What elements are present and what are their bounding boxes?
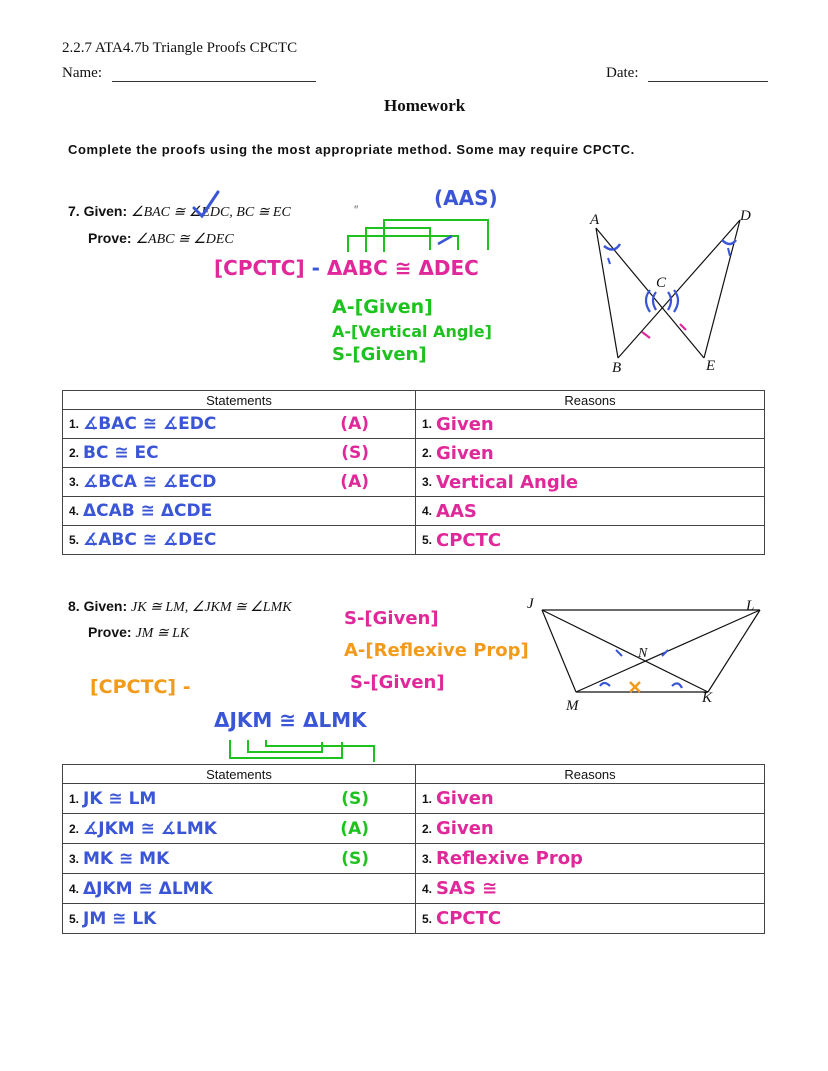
p8-step-a: A-[Reflexive Prop]	[344, 640, 529, 661]
statement-cell	[63, 526, 416, 555]
reason-cell	[416, 814, 765, 844]
name-blank	[112, 67, 316, 82]
statement-number: 4.	[69, 881, 80, 896]
table-row	[63, 784, 765, 814]
p8-prove	[88, 624, 189, 642]
reason-text: CPCTC	[436, 908, 502, 929]
reason-number: 4.	[422, 504, 433, 518]
statement-text: BC ≅ EC	[83, 443, 159, 463]
p8-given	[68, 598, 292, 616]
statement-cell	[63, 497, 416, 526]
check-icon	[190, 188, 222, 220]
reason-cell	[416, 439, 765, 468]
p8-given-text: JK ≅ LM, ∠JKM ≅ ∠LMK	[131, 600, 292, 615]
reason-cell	[416, 468, 765, 497]
reason-cell	[416, 904, 765, 934]
p7-given	[68, 203, 291, 221]
table-row	[63, 410, 765, 439]
reason-cell	[416, 874, 765, 904]
reason-cell	[416, 784, 765, 814]
statement-tag: (S)	[341, 848, 369, 869]
p7-label-b: B	[612, 360, 622, 376]
reason-number: 4.	[422, 881, 433, 896]
p8-chain-left	[90, 676, 191, 698]
p8-label-n: N	[638, 646, 648, 661]
statement-cell	[63, 904, 416, 934]
p7-step-a2: A-[Vertical Angle]	[332, 322, 492, 341]
p8-statements-header: Statements	[63, 765, 416, 784]
statement-number: 2.	[69, 446, 80, 460]
date-label: Date:	[606, 65, 639, 81]
statement-text: ΔJKM ≅ ΔLMK	[83, 878, 213, 899]
reason-number: 5.	[422, 911, 433, 926]
p7-step-s: S-[Given]	[332, 344, 427, 365]
p8-prove-text: JM ≅ LK	[135, 626, 190, 641]
p8-proof-table	[62, 764, 765, 934]
course-title: 2.2.7 ATA4.7b Triangle Proofs CPCTC	[62, 40, 298, 56]
reason-number: 1.	[422, 417, 433, 431]
p8-label-k: K	[702, 690, 713, 706]
p7-label-c: C	[656, 275, 667, 291]
statement-text: ΔCAB ≅ ΔCDE	[83, 501, 213, 521]
reason-text: Given	[436, 413, 494, 435]
statement-number: 5.	[69, 911, 80, 926]
p8-chain-congruence: ΔJKM ≅ ΔLMK	[214, 708, 367, 732]
reason-cell	[416, 844, 765, 874]
statement-number: 1.	[69, 791, 80, 806]
reason-text: Given	[436, 788, 494, 809]
table-row	[63, 439, 765, 468]
statement-cell	[63, 874, 416, 904]
p8-bracket-lines	[222, 736, 392, 766]
p7-label-d: D	[740, 208, 751, 224]
p8-label-j: J	[527, 596, 534, 612]
p7-prove-label: Prove:	[88, 230, 132, 246]
instructions: Complete the proofs using the most appropriate method. Some may require CPCTC.	[68, 142, 635, 157]
statement-tag: (A)	[340, 472, 369, 492]
statement-text: JK ≅ LM	[83, 788, 157, 809]
table-row	[63, 814, 765, 844]
p7-chain-congruence: ΔABC ≅ ΔDEC	[326, 256, 479, 280]
table-row	[63, 874, 765, 904]
statement-text: JM ≅ LK	[83, 908, 157, 929]
reason-number: 3.	[422, 851, 433, 866]
date-blank	[648, 67, 768, 82]
p7-bracket-lines	[340, 214, 500, 254]
p7-reasons-header: Reasons	[416, 391, 765, 410]
table-row	[63, 526, 765, 555]
p7-prove-text: ∠ABC ≅ ∠DEC	[135, 232, 234, 247]
statement-text: ∡BCA ≅ ∡ECD	[83, 472, 217, 492]
reason-text: Given	[436, 442, 494, 464]
reason-text: AAS	[436, 500, 477, 522]
reason-number: 2.	[422, 446, 433, 460]
date-field	[606, 65, 768, 82]
p8-step-s1: S-[Given]	[344, 608, 439, 629]
reason-number: 2.	[422, 821, 433, 836]
statement-number: 2.	[69, 821, 80, 836]
table-row	[63, 468, 765, 497]
name-field	[62, 65, 316, 82]
p8-reasons-header: Reasons	[416, 765, 765, 784]
statement-number: 4.	[69, 504, 80, 518]
p7-proof-table	[62, 390, 765, 555]
p7-step-a1: A-[Given]	[332, 296, 433, 318]
p7-stray-mark: ″	[354, 203, 359, 217]
reason-cell	[416, 410, 765, 439]
table-row	[63, 844, 765, 874]
name-label: Name:	[62, 65, 102, 81]
statement-tag: (S)	[341, 443, 369, 463]
p7-chain-dash: -	[311, 256, 320, 280]
statement-cell	[63, 410, 416, 439]
statement-cell	[63, 784, 416, 814]
p7-chain	[214, 256, 479, 280]
statement-text: MK ≅ MK	[83, 848, 170, 869]
statement-number: 3.	[69, 475, 80, 489]
p7-method: (AAS)	[434, 186, 498, 210]
reason-text: Given	[436, 818, 494, 839]
reason-number: 3.	[422, 475, 433, 489]
statement-text: ∡JKM ≅ ∡LMK	[83, 818, 217, 839]
p8-step-s2: S-[Given]	[350, 672, 445, 693]
reason-cell	[416, 526, 765, 555]
table-row	[63, 904, 765, 934]
statement-cell	[63, 439, 416, 468]
p8-label-l: L	[746, 598, 755, 614]
reason-text: Vertical Angle	[436, 471, 579, 493]
p8-chain-cpctc: [CPCTC]	[90, 676, 177, 698]
p7-given-text: ∠BAC ≅ ∠EDC, BC ≅ EC	[131, 205, 291, 220]
statement-text: ∡ABC ≅ ∡DEC	[83, 530, 217, 550]
p8-chain-dash: -	[182, 676, 191, 698]
statement-tag: (A)	[340, 414, 369, 434]
table-row	[63, 497, 765, 526]
statement-text: ∡BAC ≅ ∡EDC	[83, 414, 217, 434]
p8-figure	[530, 600, 770, 710]
page-heading: Homework	[384, 96, 466, 115]
reason-text: CPCTC	[436, 529, 502, 551]
statement-tag: (A)	[340, 818, 369, 839]
p7-label-a: A	[590, 212, 600, 228]
reason-number: 5.	[422, 533, 433, 547]
statement-cell	[63, 468, 416, 497]
reason-text: Reflexive Prop	[436, 848, 583, 869]
reason-cell	[416, 497, 765, 526]
p8-label-m: M	[566, 698, 579, 714]
p7-label-e: E	[706, 358, 716, 374]
p7-prove	[88, 230, 234, 248]
p7-chain-cpctc: [CPCTC]	[214, 256, 305, 280]
p8-given-label: 8. Given:	[68, 598, 128, 614]
reason-text: SAS ≅	[436, 878, 498, 899]
p7-given-label: 7. Given:	[68, 203, 128, 219]
p8-prove-label: Prove:	[88, 624, 132, 640]
p7-figure	[570, 200, 770, 380]
p7-statements-header: Statements	[63, 391, 416, 410]
statement-number: 1.	[69, 417, 80, 431]
statement-cell	[63, 844, 416, 874]
statement-number: 3.	[69, 851, 80, 866]
reason-number: 1.	[422, 791, 433, 806]
statement-number: 5.	[69, 533, 80, 547]
statement-tag: (S)	[341, 788, 369, 809]
statement-cell	[63, 814, 416, 844]
